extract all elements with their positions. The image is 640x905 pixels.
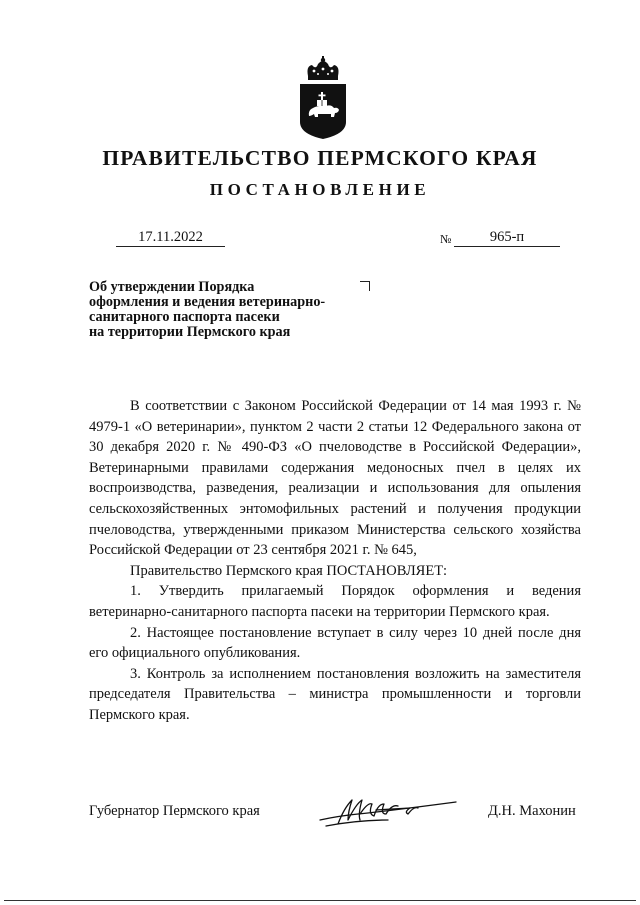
handwritten-signature xyxy=(318,790,458,830)
subject-line: Об утверждении Порядка xyxy=(89,279,255,295)
document-subject xyxy=(89,280,389,340)
clause-3: 3. Контроль за исполнением постановления возложить на заместителя председателя Правительства – министра промышленности и торговли Пермского края. xyxy=(89,665,581,723)
document-number: 965-п xyxy=(454,229,560,247)
clause-2: 2. Настоящее постановление вступает в силу через 10 дней после дня его официального опубликования. xyxy=(89,624,581,662)
signatory-position: Губернатор Пермского края xyxy=(89,803,260,819)
subject-corner-mark xyxy=(360,281,370,291)
subject-line: на территории Пермского края xyxy=(89,324,291,340)
subject-line: санитарного паспорта пасеки xyxy=(89,309,280,325)
perm-krai-coat-of-arms-icon xyxy=(296,56,350,140)
document-body xyxy=(89,396,581,726)
clause-1: 1. Утвердить прилагаемый Порядок оформления и ведения ветеринарно-санитарного паспорта пасеки на территории Пермского края. xyxy=(89,583,581,620)
preamble-paragraph: В соответствии с Законом Российской Федерации от 14 мая 1993 г. № 4979-1 «О ветеринарии», пунктом 2 части 2 статьи 12 Федерального закона от 30 декабря 2020 г. № 490-ФЗ «О пчеловодстве в Российской Федерации», Ветеринарными правилами содержания медоносных пчел в целях их воспроизводства, разведения, реализации и использования для опыления сельскохозяйственных энтомофильных растений и получения продукции пчеловодства, утвержденными приказом Министерства сельского хозяйства Российской Федерации от 23 сентября 2021 г. № 645, xyxy=(89,398,581,559)
decree-statement: Правительство Пермского края ПОСТАНОВЛЯЕТ: xyxy=(130,562,448,579)
document-type: ПОСТАНОВЛЕНИЕ xyxy=(209,180,431,199)
document-date: 17.11.2022 xyxy=(116,229,225,247)
organization-title: ПРАВИТЕЛЬСТВО ПЕРМСКОГО КРАЯ xyxy=(102,146,538,170)
page-bottom-edge xyxy=(4,900,636,901)
subject-line: оформления и ведения ветеринарно- xyxy=(89,294,326,310)
signatory-name: Д.Н. Махонин xyxy=(488,803,576,819)
number-label: № xyxy=(440,232,452,246)
